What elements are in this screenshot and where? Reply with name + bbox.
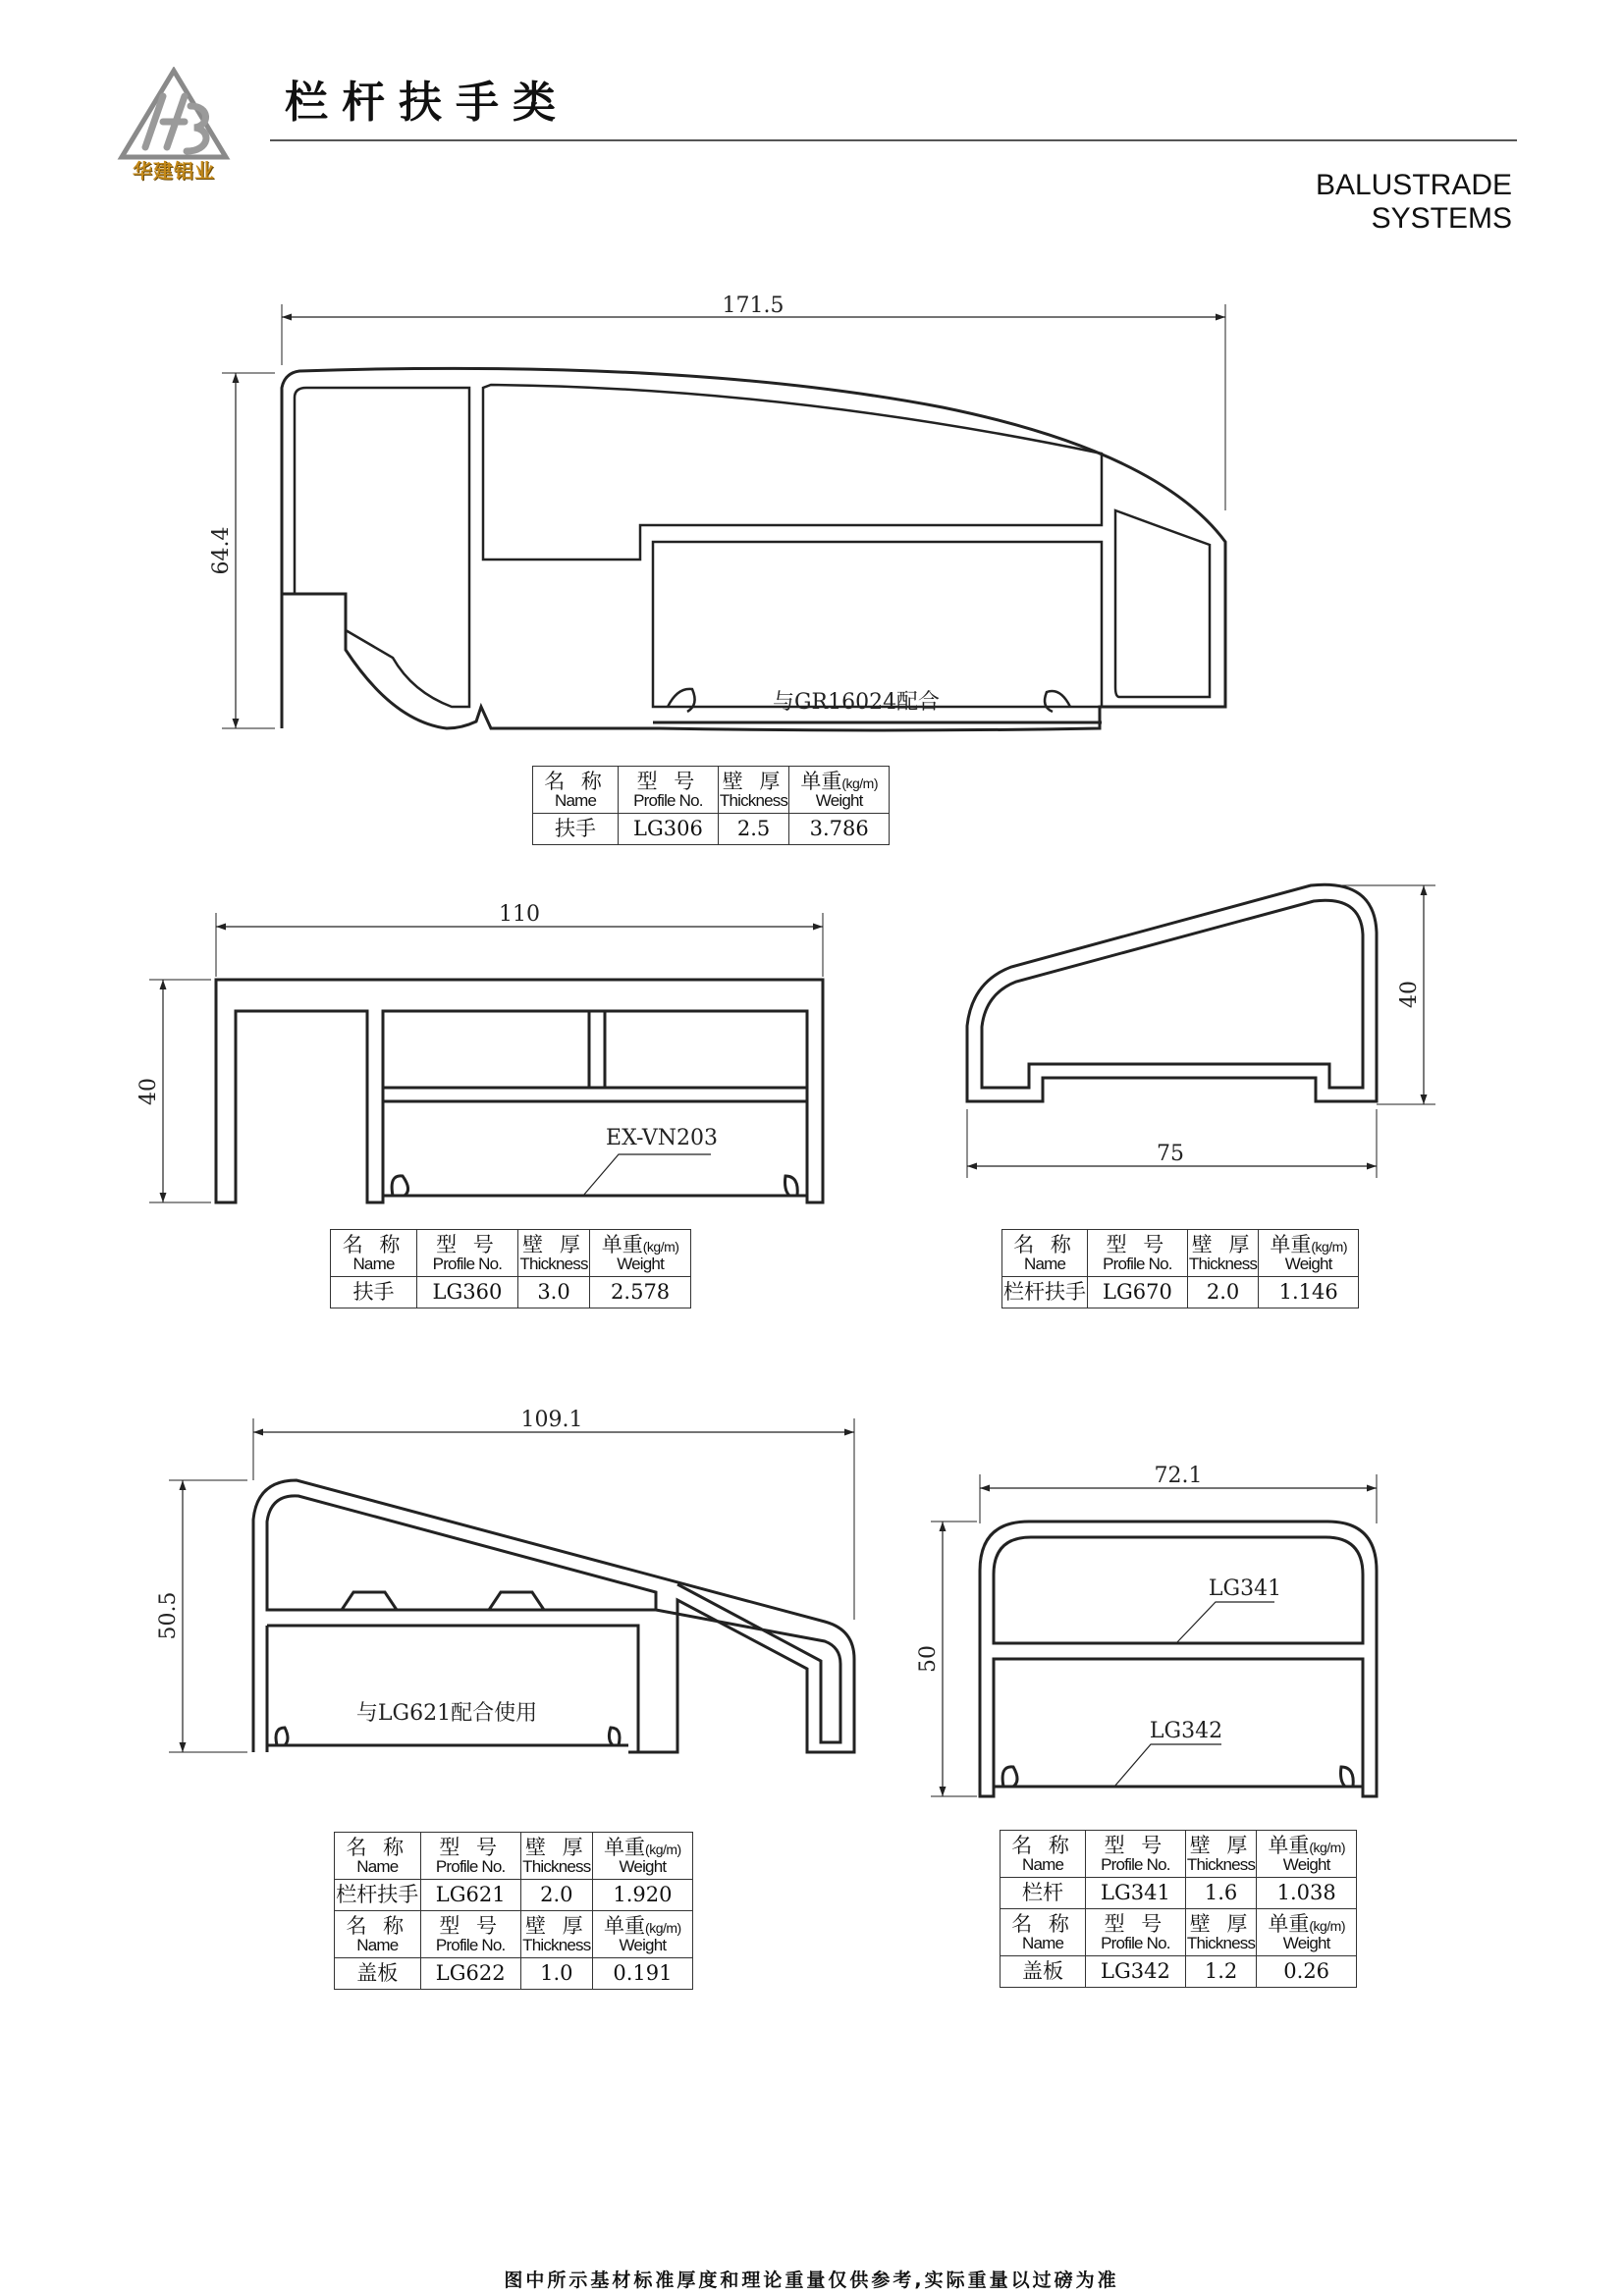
table-row: [335, 1958, 693, 1990]
profile-lg360-drawing: [149, 913, 823, 1202]
profile-note-lg306: 与GR16024配合: [772, 690, 941, 715]
page-title: 栏杆扶手类: [285, 78, 569, 128]
lg306-outer: [282, 368, 1225, 730]
lg621-inner-top: [267, 1496, 656, 1610]
table-row: [533, 814, 890, 845]
spec-table-lg306: [532, 766, 890, 845]
table-cell: 1.6: [1185, 1878, 1257, 1909]
table-cell: 2.0: [520, 1880, 592, 1911]
table-cell: 单重(kg/m) Weight: [592, 1911, 692, 1958]
table-cell: LG341: [1086, 1878, 1186, 1909]
table-header-row: [335, 1833, 693, 1880]
table-cell: 壁 厚 Thickness: [520, 1911, 592, 1958]
profile-note-lg621: 与LG621配合使用: [355, 1701, 538, 1726]
table-cell: 壁 厚 Thickness: [520, 1833, 592, 1880]
table-cell: 型 号 Profile No.: [417, 1230, 518, 1277]
table-cell: LG621: [420, 1880, 520, 1911]
table-cell: 单重(kg/m) Weight: [1257, 1909, 1357, 1956]
table-cell: 单重(kg/m) Weight: [1257, 1831, 1357, 1878]
table-row: [335, 1880, 693, 1911]
table-cell: 单重(kg/m) Weight: [789, 767, 890, 814]
table-row: [1001, 1878, 1357, 1909]
lg360-clip-left: [392, 1176, 407, 1196]
footer-disclaimer: 图中所示基材标准厚度和理论重量仅供参考,实际重量以过磅为准: [504, 2269, 1119, 2291]
table-cell: 3.0: [517, 1277, 589, 1308]
table-cell: 型 号 Profile No.: [1086, 1831, 1186, 1878]
table-cell: 2.5: [718, 814, 789, 845]
table-cell: 名 称 Name: [331, 1230, 417, 1277]
table-row: [1002, 1277, 1359, 1308]
table-cell: 1.038: [1257, 1878, 1357, 1909]
table-cell: LG306: [619, 814, 719, 845]
table-header-row: [331, 1230, 691, 1277]
logo-text: 华建铝业: [133, 159, 215, 183]
lg341-outer: [980, 1522, 1377, 1796]
lg306-inner-chamber: [653, 542, 1102, 707]
table-cell: 名 称 Name: [1002, 1230, 1088, 1277]
table-header-row: [1001, 1831, 1357, 1878]
profile-lg341-drawing: [931, 1474, 1377, 1796]
spec-table-lg360: [330, 1229, 691, 1308]
dimension-width-label-lg360: 110: [499, 902, 540, 927]
profile-note-lg360: EX-VN203: [606, 1126, 718, 1150]
table-cell: 壁 厚 Thickness: [1185, 1909, 1257, 1956]
table-header-row: [1002, 1230, 1359, 1277]
lg621-clip-right: [609, 1728, 620, 1745]
table-cell: 壁 厚 Thickness: [1185, 1831, 1257, 1878]
lg306-clip-left: [668, 689, 695, 712]
dimension-width-label-lg621: 109.1: [520, 1408, 583, 1432]
dimension-width-label-lg341: 72.1: [1154, 1464, 1203, 1488]
table-cell: 型 号 Profile No.: [420, 1911, 520, 1958]
table-cell: 0.191: [592, 1958, 692, 1990]
table-cell: 型 号 Profile No.: [420, 1833, 520, 1880]
table-cell: 1.920: [592, 1880, 692, 1911]
table-cell: 栏杆: [1001, 1878, 1086, 1909]
lg341-clip-left: [1002, 1767, 1017, 1787]
table-cell: 单重(kg/m) Weight: [592, 1833, 692, 1880]
table-cell: 壁 厚 Thickness: [1187, 1230, 1259, 1277]
table-cell: 1.146: [1259, 1277, 1359, 1308]
table-cell: 型 号 Profile No.: [619, 767, 719, 814]
profile-lg306-drawing: [222, 304, 1225, 730]
table-cell: 扶手: [533, 814, 619, 845]
table-cell: 盖板: [1001, 1956, 1086, 1988]
spec-table-lg341: [1000, 1830, 1357, 1988]
table-cell: 壁 厚 Thickness: [517, 1230, 589, 1277]
profile-lg670-drawing: [967, 884, 1435, 1178]
dimension-height-label-lg341: 50: [916, 1645, 941, 1673]
lg306-inner-right: [1115, 510, 1210, 697]
table-cell: 名 称 Name: [1001, 1831, 1086, 1878]
table-cell: 盖板: [335, 1958, 421, 1990]
table-cell: 型 号 Profile No.: [1088, 1230, 1188, 1277]
table-cell: LG670: [1088, 1277, 1188, 1308]
table-cell: LG622: [420, 1958, 520, 1990]
lg306-clip-right: [1045, 691, 1070, 712]
table-cell: 名 称 Name: [1001, 1909, 1086, 1956]
lg306-inner-mid: [483, 385, 1102, 560]
table-cell: 2.0: [1187, 1277, 1259, 1308]
table-cell: 0.26: [1257, 1956, 1357, 1988]
table-cell: 1.0: [520, 1958, 592, 1990]
dimension-height-label-lg621: 50.5: [156, 1591, 181, 1640]
table-cell: LG360: [417, 1277, 518, 1308]
lg341-clip-right: [1341, 1767, 1354, 1787]
table-cell: 栏杆扶手: [335, 1880, 421, 1911]
dimension-height-label-lg360: 40: [136, 1078, 161, 1105]
table-cell: LG342: [1086, 1956, 1186, 1988]
table-cell: 栏杆扶手: [1002, 1277, 1088, 1308]
table-cell: 名 称 Name: [533, 767, 619, 814]
dimension-height-label-lg306: 64.4: [209, 526, 234, 575]
table-cell: 单重(kg/m) Weight: [1259, 1230, 1359, 1277]
table-cell: 壁 厚 Thickness: [718, 767, 789, 814]
table-row: [331, 1277, 691, 1308]
page-subtitle: BALUSTRADE SYSTEMS: [1315, 169, 1512, 235]
lg341-inner: [994, 1537, 1363, 1643]
table-header-row: [335, 1911, 693, 1958]
table-cell: 扶手: [331, 1277, 417, 1308]
table-header-row: [1001, 1909, 1357, 1956]
table-cell: 3.786: [789, 814, 890, 845]
spec-table-lg670: [1001, 1229, 1359, 1308]
table-cell: 单重(kg/m) Weight: [590, 1230, 691, 1277]
table-cell: 1.2: [1185, 1956, 1257, 1988]
table-cell: 2.578: [590, 1277, 691, 1308]
table-row: [1001, 1956, 1357, 1988]
table-header-row: [533, 767, 890, 814]
lg306-inner-left: [295, 388, 469, 707]
dimension-height-label-lg670: 40: [1397, 981, 1422, 1008]
lg670-inner: [982, 900, 1363, 1088]
lg360-clip-right: [785, 1176, 798, 1196]
table-cell: 型 号 Profile No.: [1086, 1909, 1186, 1956]
lg621-bumps: [342, 1592, 544, 1610]
spec-table-lg621: [334, 1832, 693, 1990]
callout-label-lg341: LG341: [1208, 1576, 1282, 1601]
lg360-outer: [216, 980, 823, 1202]
table-cell: 名 称 Name: [335, 1833, 421, 1880]
lg360-bars: [383, 1011, 807, 1101]
dimension-width-label-lg306: 171.5: [722, 294, 784, 318]
dimension-width-label-lg670: 75: [1157, 1142, 1184, 1166]
lg621-clip-left: [276, 1728, 288, 1745]
table-cell: 名 称 Name: [335, 1911, 421, 1958]
lg621-outer: [253, 1480, 854, 1752]
callout-label-lg342: LG342: [1149, 1719, 1223, 1743]
